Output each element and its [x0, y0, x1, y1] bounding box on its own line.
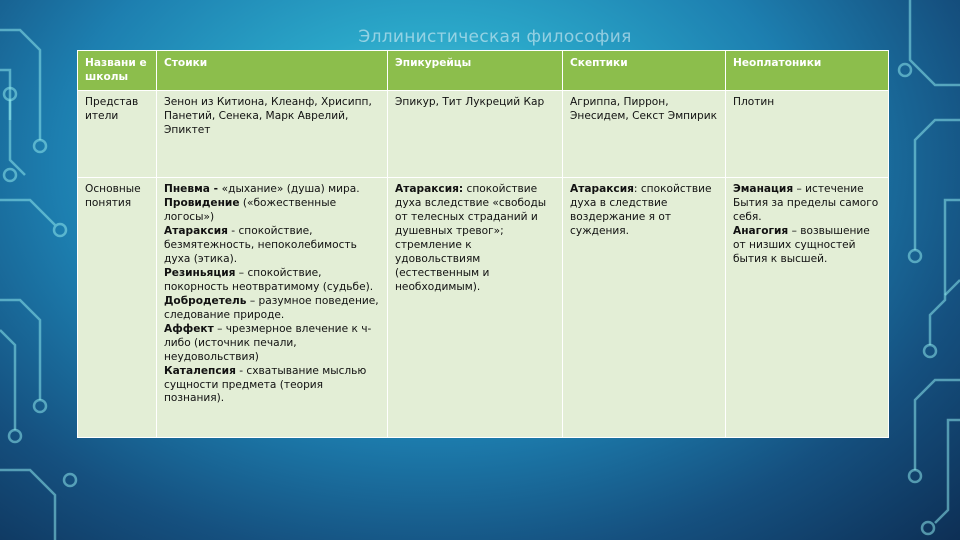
concept-term: Атараксия — [570, 182, 634, 195]
cell-skeptics-representatives: Агриппа, Пиррон, Энесидем, Секст Эмпирик — [563, 90, 726, 177]
concept-entry — [164, 197, 381, 225]
cell-neoplatonists-representatives: Плотин — [726, 90, 889, 177]
concept-text: «дыхание» (душа) мира. — [221, 182, 360, 195]
concept-term: Атараксия: — [395, 182, 464, 195]
concept-text: – чрезмерное влечение к ч-либо (источник печали, неудовольствия) — [164, 322, 372, 363]
table-row — [78, 177, 889, 437]
philosophy-table — [77, 50, 889, 438]
cell-stoics-concepts — [157, 177, 388, 437]
row-label-representatives: Представ ители — [78, 90, 157, 177]
concept-text: – возвышение от низших сущностей бытия к высшей. — [733, 224, 870, 265]
concept-entry — [164, 323, 381, 365]
header-stoics: Стоики — [157, 51, 388, 91]
concept-text: : спокойствие духа в следствие воздержание я от суждения. — [570, 182, 712, 237]
header-skeptics: Скептики — [563, 51, 726, 91]
cell-epicureans-representatives: Эпикур, Тит Лукреций Кар — [388, 90, 563, 177]
concept-text: – истечение Бытия за пределы самого себя. — [733, 182, 879, 223]
concept-text: («божественные логосы») — [164, 196, 337, 223]
concept-term: Аффект — [164, 322, 214, 335]
concept-entry — [733, 225, 882, 267]
concept-term: Эманация — [733, 182, 794, 195]
concept-term: Анагогия — [733, 224, 789, 237]
concept-entry — [164, 365, 381, 407]
table-header-row — [78, 51, 889, 91]
concept-text: - схватывание мыслью сущности предмета (теория познания). — [164, 364, 367, 405]
cell-neoplatonists-concepts — [726, 177, 889, 437]
concept-term: Каталепсия — [164, 364, 236, 377]
concept-text: - спокойствие, безмятежность, непоколебимость духа (этика). — [164, 224, 357, 265]
header-epicureans: Эпикурейцы — [388, 51, 563, 91]
concept-text: – разумное поведение, следование природе. — [164, 294, 379, 321]
header-neoplatonists: Неоплатоники — [726, 51, 889, 91]
concept-entry — [164, 267, 381, 295]
table-row — [78, 90, 889, 177]
cell-stoics-representatives: Зенон из Китиона, Клеанф, Хрисипп, Панетий, Сенека, Марк Аврелий, Эпиктет — [157, 90, 388, 177]
concept-entry — [164, 183, 381, 197]
concept-term: Провидение — [164, 196, 240, 209]
cell-skeptics-concepts — [563, 177, 726, 437]
concept-term: Атараксия — [164, 224, 228, 237]
concept-term: Добродетель — [164, 294, 247, 307]
concept-entry — [164, 295, 381, 323]
concept-term: Пневма - — [164, 182, 222, 195]
cell-epicureans-concepts — [388, 177, 563, 437]
row-label-concepts: Основные понятия — [78, 177, 157, 437]
concept-entry — [164, 225, 381, 267]
header-school-name: Названи е школы — [78, 51, 157, 91]
concept-entry — [733, 183, 882, 225]
concept-term: Резиньяция — [164, 266, 236, 279]
concept-text: спокойствие духа вследствие «свободы от телесных страданий и душевных тревог»; стремление к удовольствиям (естественным и необходимым). — [395, 182, 547, 293]
slide-title: Эллинистическая философия — [358, 27, 632, 47]
concept-text: – спокойствие, покорность неотвратимому (судьбе). — [164, 266, 374, 293]
